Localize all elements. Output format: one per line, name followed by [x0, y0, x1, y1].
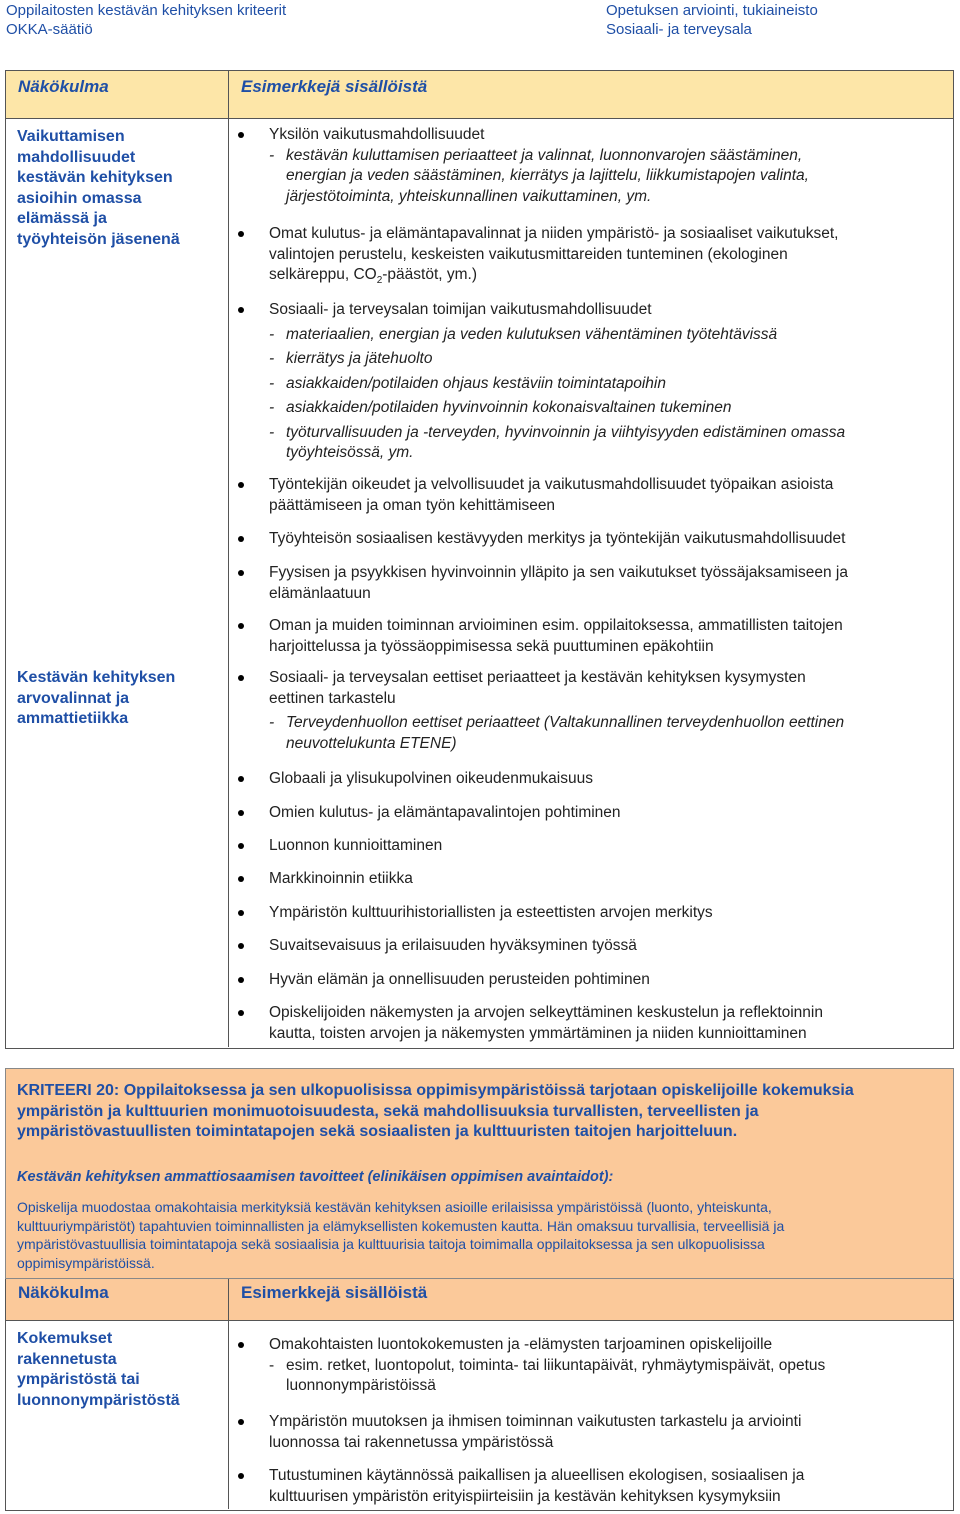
- list-item: Yksilön vaikutusmahdollisuudet - kestävän kuluttamisen periaatteet ja valinnat, luonnonvarojen säästäminen, energian ja veden säästäminen, kierrätys ja lajittelu, liikkumistapojen valinta, järjestötoiminta, yhteiskunnallinen vaikuttaminen, ym.: [229, 125, 949, 207]
- bullet-icon: [238, 307, 244, 313]
- bullet-icon: [238, 776, 244, 782]
- list-item: Fyysisen ja psyykkisen hyvinvoinnin ylläpito ja sen vaikutukset työssäjaksamiseen ja elämänlaatuun: [229, 563, 949, 604]
- list-item: Omien kulutus- ja elämäntapavalintojen pohtiminen: [229, 803, 949, 824]
- bullet-icon: [238, 977, 244, 983]
- list-item: Ympäristön kulttuurihistoriallisten ja esteettisten arvojen merkitys: [229, 903, 949, 924]
- table-header-row: [6, 1279, 953, 1321]
- perspective-label-1: Vaikuttamisen mahdollisuudet kestävän kehityksen asioihin omassa elämässä ja työyhteisön jäsenenä: [17, 128, 180, 248]
- list-item: Omat kulutus- ja elämäntapavalinnat ja niiden ympäristö- ja sosiaaliset vaikutukset, valintojen perustelu, keskeisten vaikutusmittareiden tunteminen (ekologinen selkäreppu, $CO_2$-päästöt, ym.): [229, 224, 949, 292]
- bullet-icon: [238, 876, 244, 882]
- list-item: Sosiaali- ja terveysalan toimijan vaikutusmahdollisuudet - materiaalien, energian ja veden kulutuksen vähentäminen työtehtävissä - kierrätys ja jätehuolto - asiakkaiden/potilaiden ohjaus kestäviin toimintatapoihin - asiakkaiden/potilaiden hyvinvoinnin kokonaisvaltainen tukeminen - työturvallisuuden ja -terveyden, hyvinvoinnin ja viihtyisyyden edistäminen omassa työyhteisössä, ym.: [229, 300, 949, 464]
- bullet-icon: [238, 570, 244, 576]
- col-header-examples: Esimerkkejä sisällöistä: [241, 77, 428, 96]
- header-title: Oppilaitosten kestävän kehityksen kriteerit: [6, 2, 287, 19]
- list-item: Tutustuminen käytännössä paikallisen ja alueellisen ekologisen, sosiaalisen ja kulttuurisen ympäristön erityispiirteisiin ja kestävän kehityksen kysymyksiin: [229, 1466, 949, 1507]
- table-header-row: [6, 71, 953, 119]
- perspective-column: [6, 119, 229, 1047]
- bullet-icon: [238, 1473, 244, 1479]
- list-item: Opiskelijoiden näkemysten ja arvojen selkeyttäminen keskustelun ja reflektoinnin kautta, toisten arvojen ja näkemysten ymmärtäminen ja niiden kunnioittaminen: [229, 1003, 949, 1044]
- criterion-text: Opiskelija muodostaa omakohtaisia merkityksiä kestävän kehityksen asioille erilaisissa ympäristöissä (luonto, yhteiskunta, kulttuuriympäristöt) tapahtuvien toiminnallisten ja elämyksellisten kokemusten kautta. Hän omaksuu turvallisia, terveellisiä ja ympäristövastuullisia toimintatapoja sekä sosiaalisia ja kulttuurisia taitoja toimimalla oppilaitoksessa ja sen ulkopuolisissa oppimisympäristöissä.: [17, 1199, 785, 1271]
- header-doc-type: Opetuksen arviointi, tukiaineisto: [606, 2, 818, 19]
- table-body-row: [6, 1321, 953, 1509]
- list-item: Oman ja muiden toiminnan arvioiminen esim. oppilaitoksessa, ammatillisten taitojen harjoittelussa ja työssäoppimisessa sekä puuttuminen epäkohtiin: [229, 616, 949, 657]
- examples-column: [229, 119, 953, 1047]
- bullet-icon: [238, 623, 244, 629]
- list-item: Luonnon kunnioittaminen: [229, 836, 949, 857]
- list-item: Ympäristön muutoksen ja ihmisen toiminnan vaikutusten tarkastelu ja arviointi luonnossa tai rakennetussa ympäristössä: [229, 1412, 949, 1453]
- bullet-icon: [238, 1010, 244, 1016]
- bullet-icon: [238, 132, 244, 138]
- header-org: OKKA-säätiö: [6, 21, 93, 38]
- header-field: Sosiaali- ja terveysala: [606, 21, 752, 38]
- list-item: Suvaitsevaisuus ja erilaisuuden hyväksyminen työssä: [229, 936, 949, 957]
- col-header-perspective: Näkökulma: [6, 1279, 229, 1320]
- col-header-perspective: Näkökulma: [6, 71, 229, 118]
- perspective-label-2: Kestävän kehityksen arvovalinnat ja ammattietiikka: [17, 669, 176, 727]
- list-item: Työntekijän oikeudet ja velvollisuudet ja vaikutusmahdollisuudet työpaikan asioista päättämiseen ja oman työn kehittämiseen: [229, 475, 949, 516]
- perspective-label: Kokemukset rakennetusta ympäristöstä tai luonnonympäristöstä: [17, 1330, 180, 1409]
- list-item: Globaali ja ylisukupolvinen oikeudenmukaisuus: [229, 769, 949, 790]
- bullet-icon: [238, 1419, 244, 1425]
- bullet-icon: [238, 231, 244, 237]
- criterion-title: KRITEERI 20: Oppilaitoksessa ja sen ulkopuolisissa oppimisympäristöissä tarjotaan opiskelijoille kokemuksia ympäristön ja kulttuurien monimuotoisuudesta, sekä mahdollisuuksia turvallisten, terveellisten ja ympäristövastuullisten toimintatapojen sekä sosiaalisten ja kulttuuristen taitojen harjoitteluun.: [17, 1082, 854, 1140]
- bullet-icon: [238, 536, 244, 542]
- bullet-icon: [238, 675, 244, 681]
- col-header-examples: Esimerkkejä sisällöistä: [241, 1283, 428, 1302]
- content-table-2: [5, 1279, 954, 1511]
- list-item: Sosiaali- ja terveysalan eettiset periaatteet ja kestävän kehityksen kysymysten eettinen tarkastelu - Terveydenhuollon eettiset periaatteet (Valtakunnallinen terveydenhuollon eettinen neuvottelukunta ETENE): [229, 668, 949, 754]
- list-item: Omakohtaisten luontokokemusten ja -elämysten tarjoaminen opiskelijoille - esim. retket, luontopolut, toiminta- tai liikuntapäivät, ryhmäytymispäivät, opetus luonnonympäristöissä: [229, 1335, 949, 1397]
- content-table-1: [5, 70, 954, 1049]
- bullet-icon: [238, 810, 244, 816]
- list-item: Työyhteisön sosiaalisen kestävyyden merkitys ja työntekijän vaikutusmahdollisuudet: [229, 529, 949, 550]
- bullet-icon: [238, 843, 244, 849]
- bullet-icon: [238, 943, 244, 949]
- criterion-subtitle: Kestävän kehityksen ammattiosaamisen tavoitteet (elinikäisen oppimisen avaintaidot):: [17, 1169, 614, 1185]
- page-header: [0, 0, 960, 40]
- bullet-icon: [238, 1342, 244, 1348]
- table-body-row: [6, 119, 953, 1047]
- list-item: Markkinoinnin etiikka: [229, 869, 949, 890]
- bullet-icon: [238, 482, 244, 488]
- list-item: Hyvän elämän ja onnellisuuden perusteiden pohtiminen: [229, 970, 949, 991]
- examples-column: [229, 1321, 953, 1509]
- criterion-box: [5, 1068, 954, 1279]
- perspective-column: [6, 1321, 229, 1509]
- bullet-icon: [238, 910, 244, 916]
